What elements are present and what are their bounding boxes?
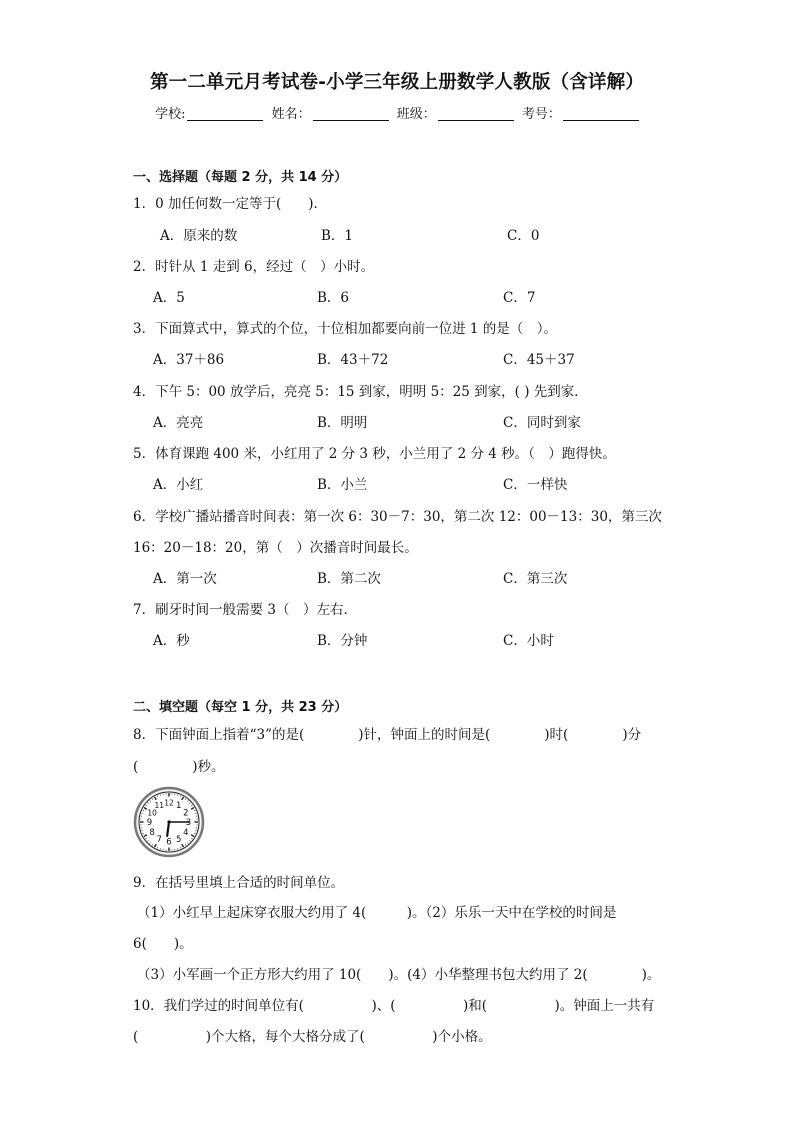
class-blank[interactable] [438,106,514,121]
clock-number: 4 [183,827,189,838]
clock-number: 2 [183,808,189,819]
name-blank[interactable] [313,106,389,121]
section-1-title: 一、选择题（每题 2 分，共 14 分） [133,170,348,185]
question-10-continued: ( )个大格，每个大格分成了( )个小格。 [133,1029,492,1045]
clock-face-figure [133,786,205,858]
clock-number: 9 [146,818,153,828]
option-c[interactable]: C．0 [507,228,540,244]
question-1: 1．0 加任何数一定等于( )． [133,196,328,212]
student-info-row [0,103,794,122]
option-a[interactable]: A．秒 [153,633,190,649]
clock-number: 7 [156,834,162,845]
option-c[interactable]: C．第三次 [503,571,568,587]
option-a[interactable]: A．原来的数 [160,228,238,244]
question-8: 8．下面钟面上指着“3”的是( )针，钟面上的时间是( )时( )分 [133,727,642,743]
option-c[interactable]: C．7 [503,290,536,306]
question-7: 7．刷牙时间一般需要 3（ ）左右． [133,602,357,618]
school-blank[interactable] [187,106,263,121]
option-b[interactable]: B．分钟 [317,633,368,649]
exam-number-blank[interactable] [563,106,639,121]
option-b[interactable]: B．第二次 [317,571,381,587]
question-6: 6．学校广播站播音时间表：第一次 6：30－7：30，第二次 12：00－13：30，第三次 [133,509,662,525]
option-b[interactable]: B．6 [317,290,350,306]
option-b[interactable]: B．小兰 [317,477,368,493]
question-6-continued: 16：20－18：20，第（ ）次播音时间最长。 [133,540,418,556]
question-9: 9．在括号里填上合适的时间单位。 [133,875,345,891]
option-a[interactable]: A．5 [153,290,185,306]
option-c[interactable]: C．同时到家 [503,415,581,431]
option-a[interactable]: A．亮亮 [153,415,204,431]
section-2-title: 二、填空题（每空 1 分，共 23 分） [133,700,348,715]
clock-number: 10 [147,808,157,818]
question-3: 3．下面算式中，算式的个位，十位相加都要向前一位进 1 的是（ ）。 [133,321,558,337]
option-a[interactable]: A．第一次 [153,571,217,587]
question-8-continued: ( )秒。 [133,759,225,775]
option-b[interactable]: B．1 [321,228,354,244]
option-c[interactable]: C．一样快 [503,477,568,493]
option-b[interactable]: B．43＋72 [317,352,389,368]
exam-title: 第一二单元月考试卷-小学三年级上册数学人教版（含详解） [149,72,645,93]
clock-number: 3 [185,818,192,828]
question-9-line-3: （3）小军画一个正方形大约用了 10( )。(4）小华整理书包大约用了 2( )。 [137,967,661,983]
clock-number: 5 [176,834,182,845]
option-b[interactable]: B．明明 [317,415,368,431]
clock-number: 11 [154,801,165,811]
question-9-line-2: 6( )。 [133,936,193,952]
class-field: 班级： [397,103,514,122]
name-field: 姓名： [272,103,389,122]
clock-icon [133,786,205,858]
question-4: 4．下午 5：00 放学后，亮亮 5：15 到家，明明 5：25 到家，( ) 先到家． [133,384,588,400]
school-field: 学校: [155,103,263,122]
clock-number: 6 [166,837,172,848]
option-c[interactable]: C．小时 [503,633,554,649]
option-a[interactable]: A．37＋86 [153,352,225,368]
option-c[interactable]: C．45＋37 [503,352,575,368]
question-2: 2．时针从 1 走到 6，经过（ ）小时。 [133,259,375,275]
option-a[interactable]: A．小红 [153,477,204,493]
clock-number: 8 [149,827,155,838]
question-5: 5．体育课跑 400 米，小红用了 2 分 3 秒，小兰用了 2 分 4 秒。（ ）跑得快。 [133,446,616,462]
question-10: 10．我们学过的时间单位有( )、( )和( )。钟面上一共有 [133,998,655,1014]
question-9-line-1: （1）小红早上起床穿衣服大约用了 4( )。（2）乐乐一天中在学校的时间是 [137,905,617,921]
clock-number: 1 [176,801,182,812]
clock-number: 12 [164,798,174,808]
exam-number-field: 考号： [522,103,639,122]
clock-center-pin [167,820,170,823]
